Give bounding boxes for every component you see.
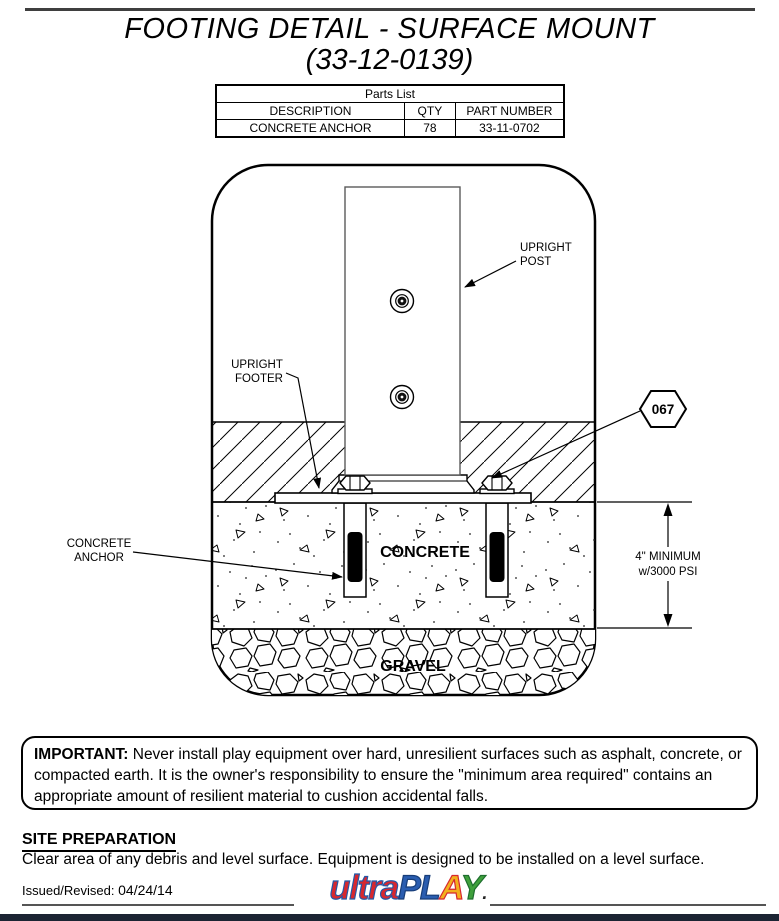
logo-a: A bbox=[439, 869, 461, 907]
col-header-part-number: PART NUMBER bbox=[455, 103, 564, 120]
gravel-layer-label: GRAVEL bbox=[380, 658, 446, 675]
upright-post-label-1: UPRIGHT bbox=[520, 242, 572, 254]
cell-qty: 78 bbox=[404, 120, 455, 138]
important-note bbox=[21, 736, 758, 810]
upright-post-label-2: POST bbox=[520, 256, 552, 268]
bottom-bar bbox=[0, 914, 779, 921]
important-text: Never install play equipment over hard, unresilient surfaces such as asphalt, concrete, or compacted earth. It is the owner's responsibility to ensure the "minimum area required" contains an appropriate amount of resilient material to cushion accidental falls. bbox=[34, 746, 742, 805]
cell-description: CONCRETE ANCHOR bbox=[216, 120, 404, 138]
concrete-layer-label: CONCRETE bbox=[380, 544, 470, 561]
page-subtitle: (33-12-0139) bbox=[305, 44, 474, 76]
upright-footer-label-2: FOOTER bbox=[235, 373, 283, 385]
issued-revised-label: Issued/Revised: bbox=[22, 883, 115, 898]
col-header-qty: QTY bbox=[404, 103, 455, 120]
footer-base-plate bbox=[275, 493, 531, 503]
parts-list-title: Parts List bbox=[216, 85, 564, 103]
important-label: IMPORTANT: bbox=[34, 746, 129, 763]
callout-number: 067 bbox=[651, 402, 675, 417]
concrete-anchor-right bbox=[486, 503, 508, 597]
hex-nut-right bbox=[480, 476, 514, 494]
site-preparation-heading: SITE PREPARATION bbox=[22, 831, 176, 852]
hex-nut-left bbox=[338, 476, 372, 494]
logo-p: P bbox=[398, 869, 420, 907]
concrete-layer bbox=[212, 502, 595, 629]
dimension-label-line2: w/3000 PSI bbox=[638, 566, 698, 578]
footer-rule-right bbox=[490, 904, 766, 906]
concrete-anchor-label-1: CONCRETE bbox=[66, 538, 132, 550]
concrete-anchor-label-2: ANCHOR bbox=[74, 552, 124, 564]
issued-revised-date: 04/24/14 bbox=[118, 882, 173, 898]
site-preparation-body: Clear area of any debris and level surface. Equipment is designed to be installed on a level surface. bbox=[22, 851, 705, 868]
page-title: FOOTING DETAIL - SURFACE MOUNT bbox=[124, 13, 655, 45]
issued-revised bbox=[22, 882, 173, 898]
dimension-label-line1: 4" MINIMUM bbox=[635, 551, 701, 563]
ultraplay-logo bbox=[323, 869, 493, 908]
col-header-description: DESCRIPTION bbox=[216, 103, 404, 120]
footer-rule-left bbox=[22, 904, 294, 906]
logo-y: Y bbox=[460, 869, 483, 907]
logo-l: L bbox=[419, 869, 440, 907]
cell-part-number: 33-11-0702 bbox=[455, 120, 564, 138]
upright-post-shape bbox=[345, 187, 460, 475]
logo-dot: . bbox=[482, 883, 487, 903]
concrete-anchor-left bbox=[344, 503, 366, 597]
logo-ultra: ultra bbox=[329, 869, 399, 907]
upright-footer-label-1: UPRIGHT bbox=[231, 359, 283, 371]
